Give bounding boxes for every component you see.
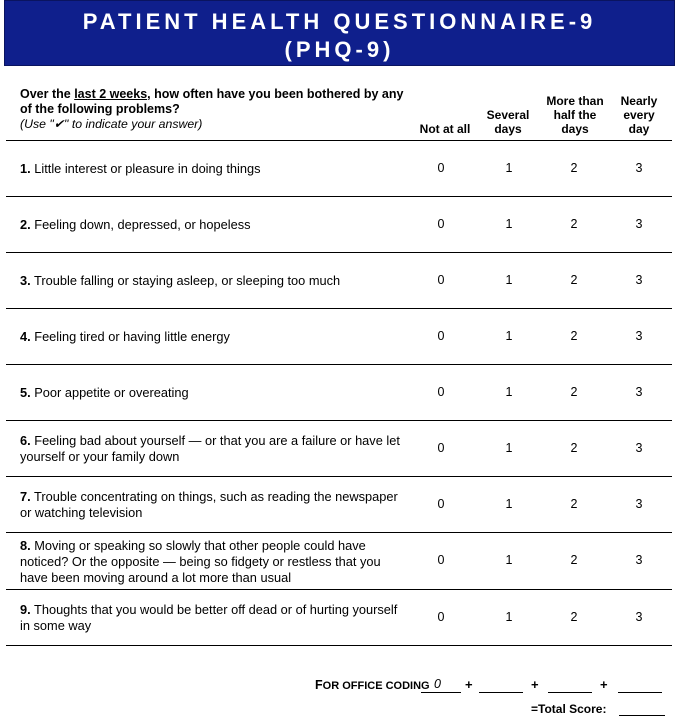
- table-row: [20, 477, 670, 533]
- question-prompt: [20, 87, 410, 132]
- option-nearly-every-day[interactable]: 3: [635, 497, 643, 511]
- option-several-days[interactable]: 1: [505, 329, 513, 343]
- option-more-than-half[interactable]: 2: [570, 610, 578, 624]
- title-line-2: (PHQ-9): [284, 37, 395, 62]
- option-several-days[interactable]: 1: [505, 553, 513, 567]
- plus-sign: +: [465, 677, 473, 692]
- option-several-days[interactable]: 1: [505, 441, 513, 455]
- title-line-1: PATIENT HEALTH QUESTIONNAIRE-9: [82, 9, 597, 34]
- option-nearly-every-day[interactable]: 3: [635, 385, 643, 399]
- table-row: [20, 309, 670, 365]
- option-not-at-all[interactable]: 0: [437, 329, 445, 343]
- plus-sign: +: [600, 677, 608, 692]
- option-several-days[interactable]: 1: [505, 497, 513, 511]
- option-several-days[interactable]: 1: [505, 610, 513, 624]
- plus-sign: +: [531, 677, 539, 692]
- table-row: [20, 365, 670, 421]
- option-not-at-all[interactable]: 0: [437, 497, 445, 511]
- option-more-than-half[interactable]: 2: [570, 161, 578, 175]
- option-not-at-all[interactable]: 0: [437, 385, 445, 399]
- option-not-at-all[interactable]: 0: [437, 217, 445, 231]
- option-nearly-every-day[interactable]: 3: [635, 610, 643, 624]
- question-text: 8. Moving or speaking so slowly that other people could have noticed? Or the opposite — being so fidgety or restless that you have been moving around a lot more than usual: [20, 538, 381, 585]
- option-not-at-all[interactable]: 0: [437, 161, 445, 175]
- table-row: [20, 253, 670, 309]
- column-header-nearly-every-day: Nearly every day: [620, 94, 658, 136]
- question-text: 7. Trouble concentrating on things, such as reading the newspaper or watching television: [20, 489, 398, 520]
- option-nearly-every-day[interactable]: 3: [635, 329, 643, 343]
- coding-blank-4[interactable]: [618, 692, 662, 693]
- table-row: [20, 590, 670, 646]
- prompt-text-after: , how often have you been bothered by any of the following problems?: [20, 87, 404, 116]
- table-row: [20, 197, 670, 253]
- option-more-than-half[interactable]: 2: [570, 497, 578, 511]
- total-score-blank[interactable]: [619, 715, 665, 716]
- prompt-text-before: Over the: [20, 87, 75, 101]
- option-nearly-every-day[interactable]: 3: [635, 273, 643, 287]
- option-several-days[interactable]: 1: [505, 217, 513, 231]
- table-row: [20, 421, 670, 477]
- option-several-days[interactable]: 1: [505, 161, 513, 175]
- table-row: [20, 533, 670, 589]
- option-more-than-half[interactable]: 2: [570, 329, 578, 343]
- option-nearly-every-day[interactable]: 3: [635, 217, 643, 231]
- coding-blank-1[interactable]: [421, 692, 461, 693]
- table-header: [20, 86, 670, 140]
- divider: [6, 645, 672, 646]
- option-not-at-all[interactable]: 0: [437, 610, 445, 624]
- column-header-several-days: Several days: [486, 108, 530, 136]
- option-nearly-every-day[interactable]: 3: [635, 553, 643, 567]
- question-text: 2. Feeling down, depressed, or hopeless: [20, 217, 251, 232]
- question-text: 5. Poor appetite or overeating: [20, 385, 189, 400]
- column-header-not-at-all: Not at all: [419, 122, 471, 136]
- table-row: [20, 141, 670, 197]
- prompt-note: (Use "✔" to indicate your answer): [20, 117, 203, 131]
- total-score-label: =Total Score:: [531, 702, 607, 716]
- option-several-days[interactable]: 1: [505, 385, 513, 399]
- question-text: 4. Feeling tired or having little energy: [20, 329, 230, 344]
- option-more-than-half[interactable]: 2: [570, 273, 578, 287]
- prompt-underlined: last 2 weeks: [74, 87, 148, 101]
- option-more-than-half[interactable]: 2: [570, 385, 578, 399]
- coding-blank-3[interactable]: [548, 692, 592, 693]
- coding-blank-2[interactable]: [479, 692, 523, 693]
- title-banner: [4, 0, 675, 66]
- option-more-than-half[interactable]: 2: [570, 441, 578, 455]
- question-text: 1. Little interest or pleasure in doing things: [20, 161, 261, 176]
- option-not-at-all[interactable]: 0: [437, 273, 445, 287]
- question-text: 3. Trouble falling or staying asleep, or sleeping too much: [20, 273, 341, 288]
- question-text: 9. Thoughts that you would be better off dead or of hurting yourself in some way: [20, 602, 398, 633]
- option-more-than-half[interactable]: 2: [570, 217, 578, 231]
- question-text: 6. Feeling bad about yourself — or that you are a failure or have let yourself or your family down: [20, 433, 400, 464]
- office-coding-label: FOR OFFICE CODING: [315, 678, 430, 692]
- column-header-more-than-half: More than half the days: [546, 94, 604, 136]
- option-nearly-every-day[interactable]: 3: [635, 441, 643, 455]
- option-not-at-all[interactable]: 0: [437, 553, 445, 567]
- option-more-than-half[interactable]: 2: [570, 553, 578, 567]
- option-not-at-all[interactable]: 0: [437, 441, 445, 455]
- office-coding-zero: 0: [434, 677, 441, 691]
- option-nearly-every-day[interactable]: 3: [635, 161, 643, 175]
- option-several-days[interactable]: 1: [505, 273, 513, 287]
